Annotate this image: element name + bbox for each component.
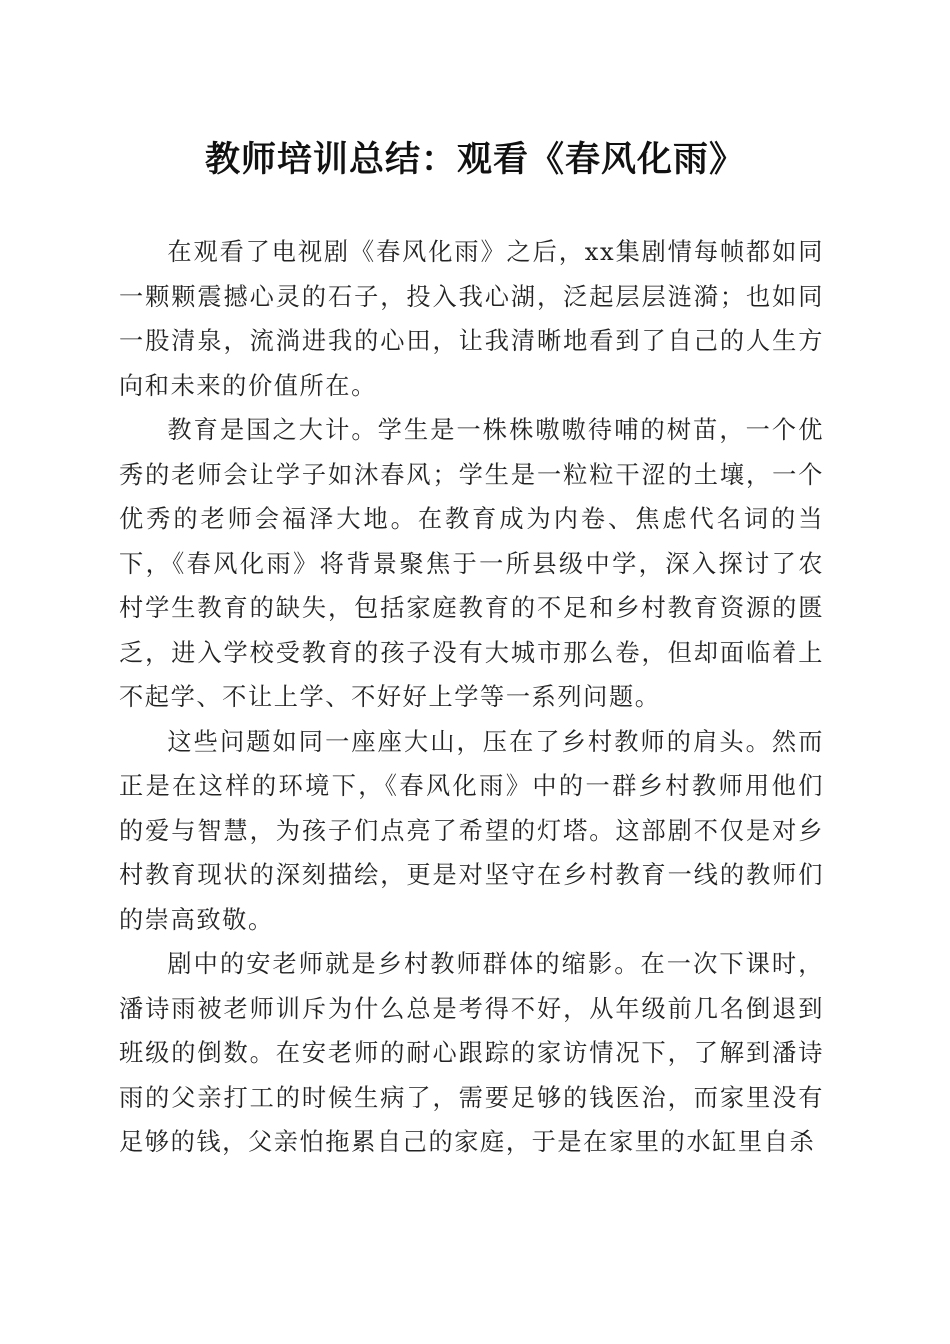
document-body: [119, 230, 824, 1165]
paragraph: 教育是国之大计。学生是一株株嗷嗷待哺的树苗，一个优秀的老师会让学子如沐春风；学生是一粒粒干涩的土壤，一个优秀的老师会福泽大地。在教育成为内卷、焦虑代名词的当下，《春风化雨》将背景聚焦于一所县级中学，深入探讨了农村学生教育的缺失，包括家庭教育的不足和乡村教育资源的匮乏，进入学校受教育的孩子没有大城市那么卷，但却面临着上不起学、不让上学、不好好上学等一系列问题。: [119, 416, 824, 711]
paragraph: 在观看了电视剧《春风化雨》之后，xx集剧情每帧都如同一颗颗震撼心灵的石子，投入我心湖，泛起层层涟漪；也如同一股清泉，流淌进我的心田，让我清晰地看到了自己的人生方向和未来的价值所在。: [119, 238, 824, 400]
paragraph: 这些问题如同一座座大山，压在了乡村教师的肩头。然而正是在这样的环境下，《春风化雨》中的一群乡村教师用他们的爱与智慧，为孩子们点亮了希望的灯塔。这部剧不仅是对乡村教育现状的深刻描绘，更是对坚守在乡村教育一线的教师们的崇高致敬。: [119, 727, 824, 934]
paragraph: 剧中的安老师就是乡村教师群体的缩影。在一次下课时，潘诗雨被老师训斥为什么总是考得不好，从年级前几名倒退到班级的倒数。在安老师的耐心跟踪的家访情况下，了解到潘诗雨的父亲打工的时候生病了，需要足够的钱医治，而家里没有足够的钱，父亲怕拖累自己的家庭，于是在家里的水缸里自杀: [119, 950, 824, 1156]
document-title: 教师培训总结：观看《春风化雨》: [204, 139, 745, 180]
